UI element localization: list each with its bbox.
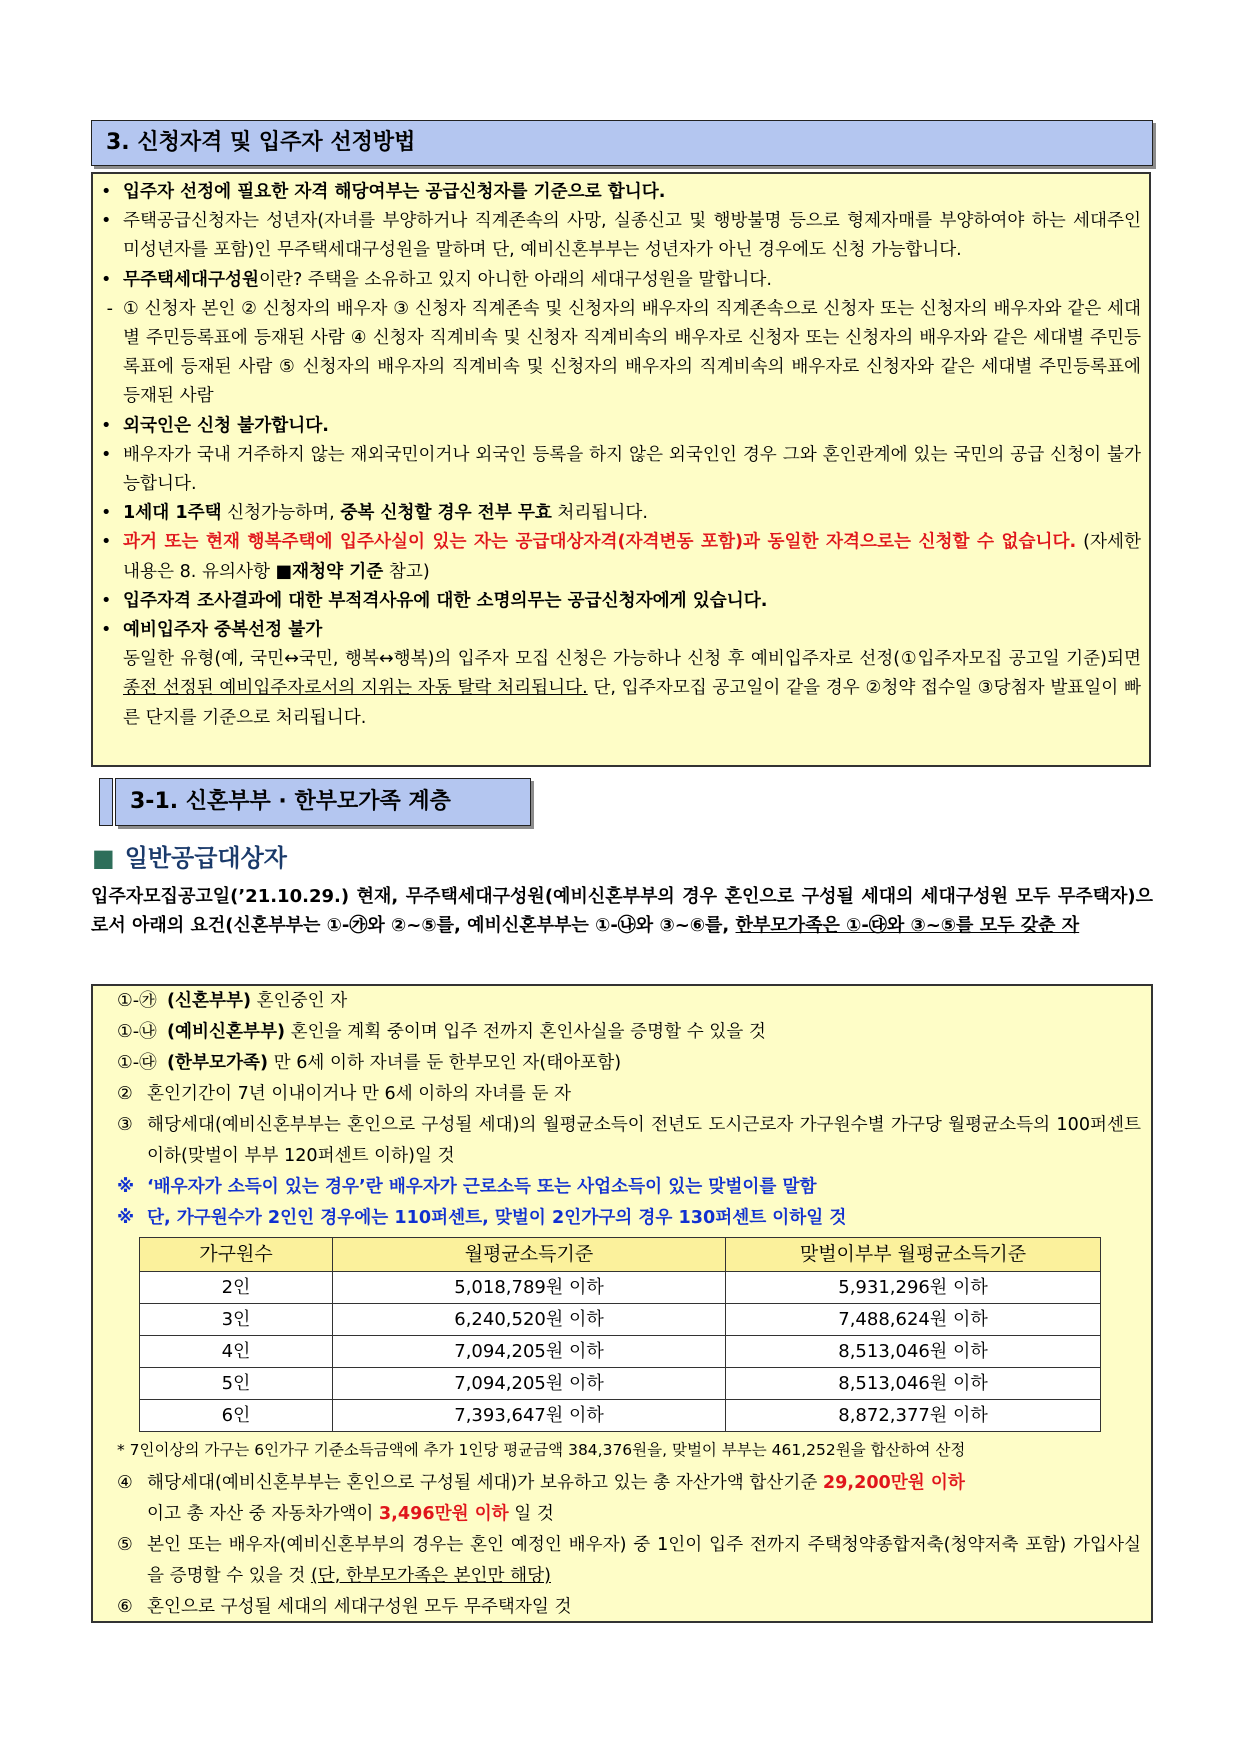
subsection-title-text: 일반공급대상자 (124, 844, 287, 872)
table-cell: 7,094,205원 이하 (333, 1336, 726, 1368)
list-item: • 주택공급신청자는 성년자(자녀를 부양하거나 직계존속의 사망, 실종신고 및 행방불명 등으로 형제자매를 부양하여야 하는 세대주인 미성년자를 포함)인 무주택세대구성원을 말하며 단, 예비신혼부부는 성년자가 아닌 경우에도 신청 가능합니다. (101, 207, 1141, 265)
criteria-text: 혼인을 계획 중이며 입주 전까지 혼인사실을 증명할 수 있을 것 (285, 1022, 766, 1042)
table-cell: 7,094,205원 이하 (333, 1368, 726, 1400)
criteria-item (117, 986, 1141, 1017)
note-text: ‘배우자가 소득이 있는 경우’란 배우자가 근로소득 또는 사업소득이 있는 맞벌이를 말함 (147, 1177, 817, 1197)
bullet-text: 단, 입주자모집 공고일이 같을 경우 ②청약 접수일 ③당첨자 발표일이 빠른 단지를 기준으로 처리됩니다. (123, 678, 1141, 728)
bullet-text: 신청가능하며, (221, 503, 341, 524)
subsection-title (92, 838, 287, 873)
table-cell: 5인 (140, 1368, 333, 1400)
bullet-text: (자세한 내용은 8. 유의사항 (123, 532, 1141, 582)
income-table (139, 1237, 1101, 1432)
bullet-text: 주택공급신청자는 성년자(자녀를 부양하거나 직계존속의 사망, 실종신고 및 행방불명 등으로 형제자매를 부양하여야 하는 세대주인 미성년자를 포함)인 무주택세대구성원을 말하며 단, 예비신혼부부는 성년자가 아닌 경우에도 신청 가능합니다. (123, 211, 1141, 261)
criteria-bold: (한부모가족) (167, 1053, 269, 1073)
criteria-text: 혼인기간이 7년 이내이거나 만 6세 이하의 자녀를 둔 자 (147, 1084, 572, 1104)
table-cell: 5,931,296원 이하 (726, 1272, 1101, 1304)
criteria-marker: ①-㉯ (117, 1022, 157, 1042)
criteria-item (117, 1592, 1141, 1623)
table-cell: 6인 (140, 1400, 333, 1432)
criteria-text: 이고 총 자산 중 자동차가액이 (147, 1504, 379, 1524)
note-text: 단, 가구원수가 2인인 경우에는 110퍼센트, 맞벌이 2인가구의 경우 130퍼센트 이하일 것 (147, 1208, 847, 1228)
table-footnote: * 7인이상의 가구는 6인가구 기준소득금액에 추가 1인당 평균금액 384,376원을, 맞벌이 부부는 461,252원을 합산하여 산정 (117, 1441, 966, 1459)
bullet-detail: ① 신청자 본인 ② 신청자의 배우자 ③ 신청자 직계존속 및 신청자의 배우자의 직계존속으로 신청자 또는 신청자의 배우자와 같은 세대별 주민등록표에 등재된 사람 ④ 신청자 직계비속 및 신청자 직계비속의 배우자로 신청자 또는 신청자의 배우자와 같은 세대별 주민등록표에 등재된 사람 ⑤ 신청자의 배우자의 직계비속 및 신청자의 배우자의 직계비속의 배우자로 신청자와 같은 세대별 주민등록표에 등재된 사람 (123, 298, 1141, 407)
table-row (140, 1400, 1101, 1432)
criteria-text: 본인 또는 배우자(예비신혼부부의 경우는 혼인 예정인 배우자) 중 1인이 입주 전까지 주택청약종합저축(청약저축 포함) 가입사실을 증명할 수 있을 것 (147, 1535, 1141, 1586)
criteria-text: 혼인으로 구성될 세대의 세대구성원 모두 무주택자일 것 (147, 1597, 572, 1617)
table-cell: 8,513,046원 이하 (726, 1336, 1101, 1368)
car-value-limit: 3,496만원 이하 (378, 1504, 509, 1524)
criteria-text: 해당세대(예비신혼부부는 혼인으로 구성될 세대)의 월평균소득이 전년도 도시근로자 가구원수별 가구당 월평균소득의 100퍼센트 이하(맞벌이 부부 120퍼센트 이하)일 것 (147, 1115, 1141, 1166)
warning-text: 과거 또는 현재 행복주택에 입주사실이 있는 자는 공급대상자격(자격변동 포함)과 동일한 자격으로는 신청할 수 없습니다. (123, 532, 1077, 553)
list-item: • 예비입주자 중복선정 불가 동일한 유형(예, 국민↔국민, 행복↔행복)의 입주자 모집 신청은 가능하나 신청 후 예비입주자로 선정(①입주자모집 공고일 기준)되면 종전 선정된 예비입주자로서의 지위는 자동 탈락 처리됩니다. 단, 입주자모집 공고일이 같을 경우 ②청약 접수일 ③당첨자 발표일이 빠른 단지를 기준으로 처리됩니다. (101, 620, 1141, 728)
list-item: • 배우자가 국내 거주하지 않는 재외국민이거나 외국인 등록을 하지 않은 외국인인 경우 그와 혼인관계에 있는 국민의 공급 신청이 불가능합니다. (101, 441, 1141, 499)
section-accent-bar (99, 778, 113, 826)
intro-paragraph (91, 882, 1153, 940)
criteria-marker: ①-㉮ (117, 991, 157, 1011)
table-cell: 4인 (140, 1336, 333, 1368)
table-header-row (140, 1238, 1101, 1272)
list-item: - ① 신청자 본인 ② 신청자의 배우자 ③ 신청자 직계존속 및 신청자의 배우자의 직계존속으로 신청자 또는 신청자의 배우자와 같은 세대별 주민등록표에 등재된 사람 ④ 신청자 직계비속 및 신청자 직계비속의 배우자로 신청자 또는 신청자의 배우자와 같은 세대별 주민등록표에 등재된 사람 ⑤ 신청자의 배우자의 직계비속 및 신청자의 배우자의 직계비속의 배우자로 신청자와 같은 세대별 주민등록표에 등재된 사람 (101, 295, 1141, 412)
bullet-text: 처리됩니다. (551, 503, 648, 524)
criteria-text: 혼인중인 자 (251, 991, 348, 1011)
table-cell: 6,240,520원 이하 (333, 1304, 726, 1336)
list-item: • 무주택세대구성원이란? 주택을 소유하고 있지 아니한 아래의 세대구성원을 말합니다. (101, 269, 772, 290)
table-row (140, 1304, 1101, 1336)
bullet-text: 입주자 선정에 필요한 자격 해당여부는 공급신청자를 기준으로 합니다. (123, 182, 666, 202)
table-cell: 8,872,377원 이하 (726, 1400, 1101, 1432)
note-marker: ※ (117, 1208, 135, 1228)
section-3-title: 3. 신청자격 및 입주자 선정방법 (91, 120, 1153, 166)
bullet-text: 참고) (383, 561, 430, 582)
criteria-text: 만 6세 이하 자녀를 둔 한부모인 자(태아포함) (268, 1053, 622, 1073)
list-item: • 외국인은 신청 불가합니다. (101, 412, 1141, 441)
note-item (117, 1203, 1141, 1234)
table-cell: 2인 (140, 1272, 333, 1304)
bullet-text: 외국인은 신청 불가합니다. (123, 415, 329, 436)
criteria-marker: ② (117, 1084, 133, 1104)
bullet-text: 이란? 주택을 소유하고 있지 아니한 아래의 세대구성원을 말합니다. (258, 269, 772, 290)
criteria-bold: (예비신혼부부) (167, 1022, 286, 1042)
criteria-item (117, 1530, 1141, 1592)
bullet-text: 입주자격 조사결과에 대한 부적격사유에 대한 소명의무는 공급신청자에게 있습니다. (123, 590, 768, 611)
asset-limit: 29,200만원 이하 (822, 1473, 965, 1493)
underlined-text: (단, 한부모가족은 본인만 해당) (310, 1566, 551, 1586)
table-cell: 7,488,624원 이하 (726, 1304, 1101, 1336)
bullet-bold: 예비입주자 중복선정 불가 (123, 620, 323, 641)
list-item: • 1세대 1주택 신청가능하며, 중복 신청할 경우 전부 무효 처리됩니다. (101, 503, 648, 524)
bullet-bold: 1세대 1주택 (123, 503, 222, 524)
table-row (140, 1272, 1101, 1304)
column-header: 가구원수 (140, 1238, 333, 1272)
table-cell: 7,393,647원 이하 (333, 1400, 726, 1432)
bullet-bold: 무주택세대구성원 (123, 269, 259, 290)
bullet-bold: 중복 신청할 경우 전부 무효 (340, 503, 552, 524)
criteria-text: 일 것 (508, 1504, 554, 1524)
intro-underlined: 한부모가족은 ①-㉰와 ③~⑤를 모두 갖춘 자 (735, 915, 1080, 936)
note-item (117, 1172, 1141, 1203)
bullet-bold: ■재청약 기준 (275, 561, 384, 582)
table-cell: 8,513,046원 이하 (726, 1368, 1101, 1400)
bullet-text: 배우자가 국내 거주하지 않는 재외국민이거나 외국인 등록을 하지 않은 외국인인 경우 그와 혼인관계에 있는 국민의 공급 신청이 불가능합니다. (123, 444, 1141, 495)
square-bullet-icon: ■ (92, 844, 115, 872)
list-item: • 과거 또는 현재 행복주택에 입주사실이 있는 자는 공급대상자격(자격변동 포함)과 동일한 자격으로는 신청할 수 없습니다. (자세한 내용은 8. 유의사항 ■재청약 기준 참고) (101, 532, 1141, 582)
eligibility-box (91, 172, 1151, 767)
criteria-item (117, 1468, 1141, 1530)
criteria-item (117, 1048, 1141, 1079)
criteria-marker: ⑤ (117, 1535, 133, 1555)
table-row (140, 1336, 1101, 1368)
criteria-item (117, 1079, 1141, 1110)
section-3-1-title: 3-1. 신혼부부 · 한부모가족 계층 (115, 778, 531, 826)
list-item: • 입주자 선정에 필요한 자격 해당여부는 공급신청자를 기준으로 합니다. (101, 178, 1141, 207)
table-row (140, 1368, 1101, 1400)
table-cell: 5,018,789원 이하 (333, 1272, 726, 1304)
criteria-marker: ①-㉰ (117, 1053, 157, 1073)
criteria-item (117, 1110, 1141, 1172)
table-cell: 3인 (140, 1304, 333, 1336)
criteria-text: 해당세대(예비신혼부부는 혼인으로 구성될 세대)가 보유하고 있는 총 자산가액 합산기준 (147, 1473, 823, 1493)
criteria-marker: ⑥ (117, 1597, 133, 1617)
column-header: 맞벌이부부 월평균소득기준 (726, 1238, 1101, 1272)
underlined-text: 종전 선정된 예비입주자로서의 지위는 자동 탈락 처리됩니다. (123, 678, 588, 699)
criteria-marker: ③ (117, 1115, 133, 1135)
intro-text: 입주자모집공고일(’21.10.29.) 현재, 무주택세대구성원(예비신혼부부의 경우 혼인으로 구성될 세대의 세대구성원 모두 무주택자)으로서 아래의 요건(신혼부부는 ①-㉮와 ②~⑤를, 예비신혼부부는 ①-㉯와 ③~⑥를, (91, 886, 1153, 936)
criteria-bold: (신혼부부) (167, 991, 252, 1011)
criteria-box (91, 984, 1153, 1623)
criteria-item (117, 1017, 1141, 1048)
column-header: 월평균소득기준 (333, 1238, 726, 1272)
bullet-text: 동일한 유형(예, 국민↔국민, 행복↔행복)의 입주자 모집 신청은 가능하나 신청 후 예비입주자로 선정(①입주자모집 공고일 기준)되면 (123, 649, 1141, 670)
list-item: • 입주자격 조사결과에 대한 부적격사유에 대한 소명의무는 공급신청자에게 있습니다. (101, 587, 1141, 616)
criteria-marker: ④ (117, 1473, 133, 1493)
note-marker: ※ (117, 1177, 135, 1197)
